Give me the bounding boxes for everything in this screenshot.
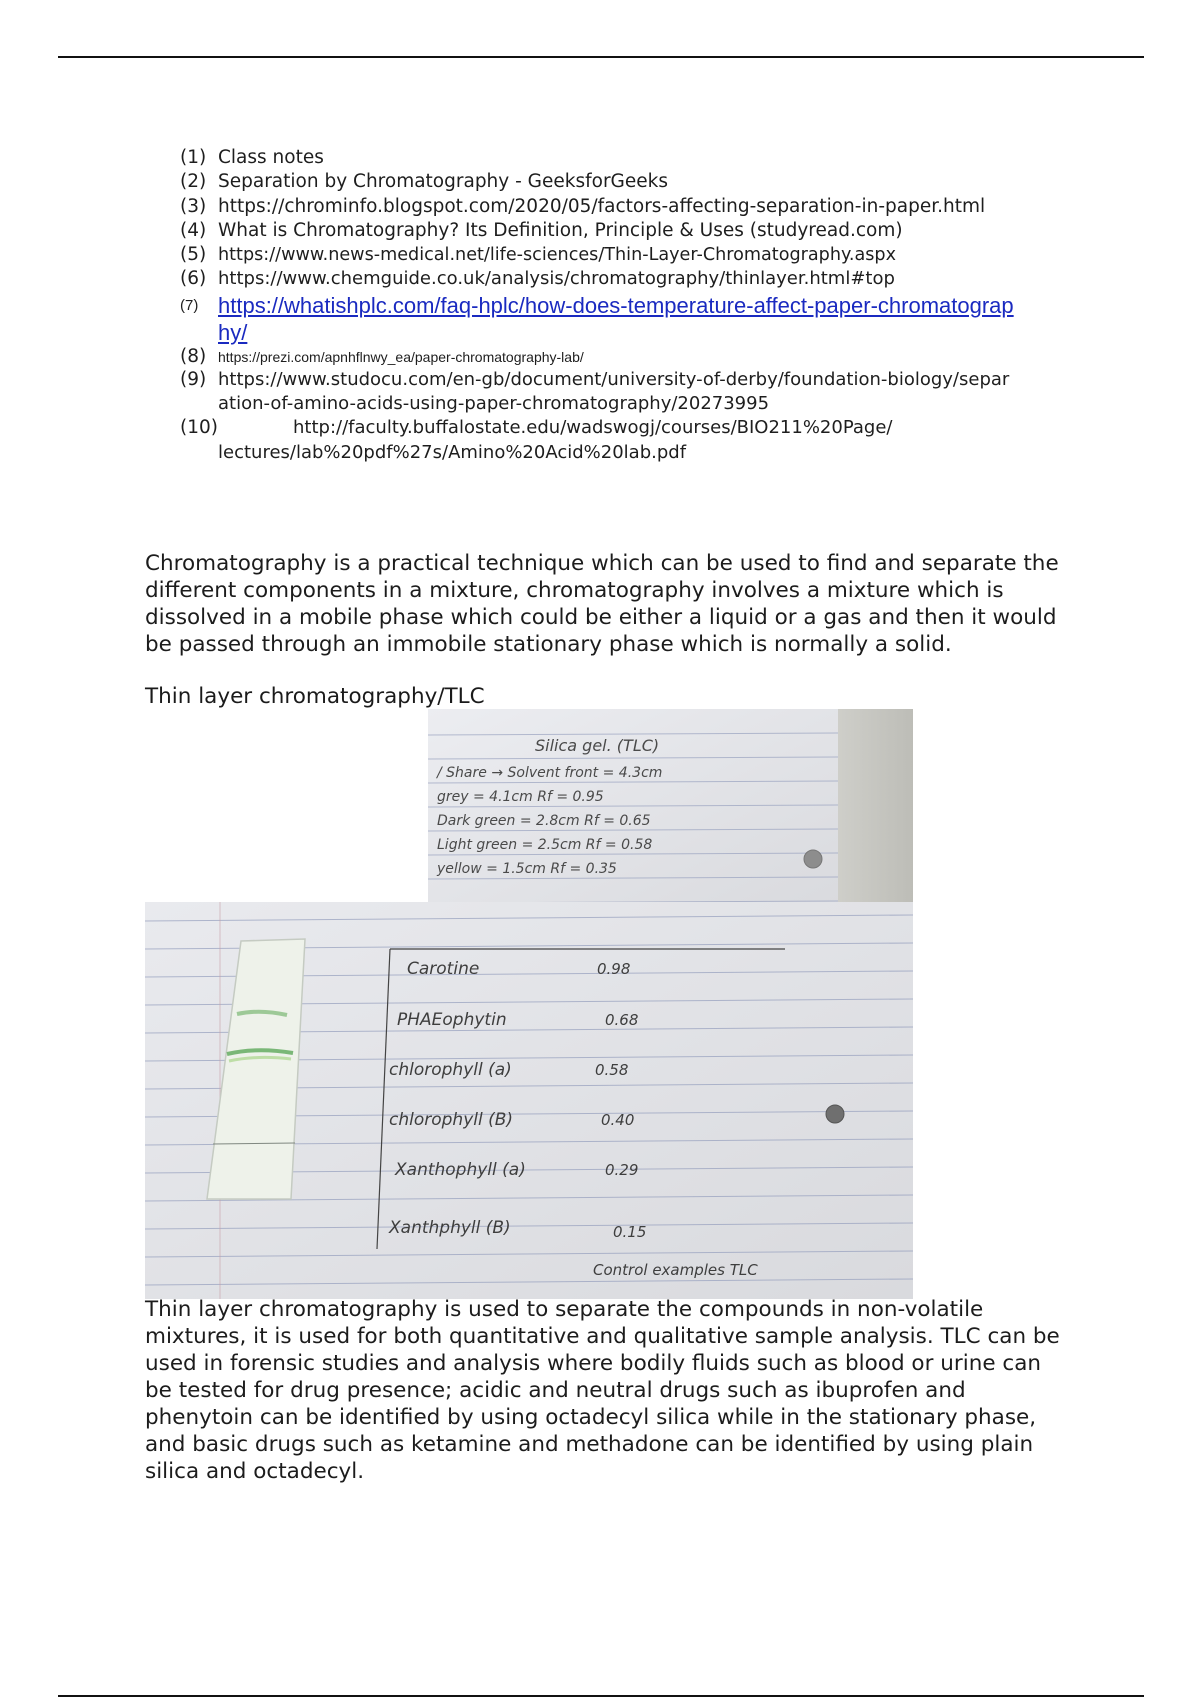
note-line: yellow = 1.5cm Rf = 0.35 [437,861,617,877]
table-row-rf: 0.98 [597,960,631,978]
reference-number: (2) [180,171,207,193]
reference-link[interactable]: https://www.studocu.com/en-gb/document/university-of-derby/foundation-biology/separation-of-amino-acids-using-paper-chromatography/20273995 [218,368,1010,415]
table-row-rf: 0.68 [605,1011,639,1029]
reference-link[interactable]: https://whatishplc.com/faq-hplc/how-does-temperature-affect-paper-chromatography/ [218,292,1014,345]
table-row-name: Xanthophyll (a) [395,1160,526,1180]
photo-caption: Control examples TLC [593,1261,758,1279]
table-row-name: chlorophyll (B) [389,1110,514,1130]
reference-link[interactable]: https://prezi.com/apnhflnwy_ea/paper-chromatography-lab/ [218,348,584,365]
table-row-rf: 0.29 [605,1161,639,1179]
reference-number: (10) [180,417,218,439]
reference-number: (6) [180,268,207,290]
reference-link[interactable]: Separation by Chromatography - GeeksforGeeks [218,171,669,193]
reference-item [180,292,1020,346]
table-row-name: PHAEophytin [397,1010,507,1030]
note-line: Light green = 2.5cm Rf = 0.58 [437,837,653,853]
reference-item [180,267,1020,291]
table-row-name: chlorophyll (a) [389,1060,512,1080]
reference-item [180,346,1020,368]
tlc-paragraph: Thin layer chromatography is used to separate the compounds in non-volatile mixtures, it is used for both quantitative and qualitative sample analysis. TLC can be used in forensic studies and analysis where bodily fluids such as blood or urine can be tested for drug presence; acidic and neutral drugs such as ibuprofen and phenytoin can be identified by using octadecyl silica while in the stationary phase, and basic drugs such as ketamine and methadone can be identified by using plain silica and octadecyl. [145,1297,1060,1484]
reference-number: (1) [180,147,207,168]
reference-item [180,195,1020,219]
reference-link[interactable]: https://www.news-medical.net/life-sciences/Thin-Layer-Chromatography.aspx [218,245,896,266]
reference-text: Class notes [218,147,324,168]
reference-link[interactable] [218,416,1020,465]
reference-link-line1: http://faculty.buffalostate.edu/wadswogj/courses/BIO211%20Page/ [293,417,893,439]
section-heading: Thin layer chromatography/TLC [145,684,485,709]
reference-item [180,243,1020,267]
reference-link[interactable]: What is Chromatography? Its Definition, Principle & Uses (studyread.com) [218,219,903,241]
reference-item [180,416,1020,465]
reference-item [180,170,1020,194]
reference-number: (5) [180,244,207,266]
table-row-rf: 0.40 [601,1111,635,1129]
reference-item [180,368,1020,417]
reference-number: (8) [180,345,207,367]
note-title: Silica gel. (TLC) [535,736,660,755]
reference-item [180,219,1020,243]
intro-paragraph: Chromatography is a practical technique which can be used to find and separate the different components in a mixture, chromatography involves a mixture which is dissolved in a mobile phase which could be either a liquid or a gas and then it would be passed through an immobile stationary phase which is normally a solid. [145,551,1059,657]
header-rule [58,56,1144,58]
reference-number: (3) [180,195,207,217]
tlc-photo [145,709,913,1299]
reference-number: (4) [180,219,207,241]
reference-link[interactable]: https://www.chemguide.co.uk/analysis/chromatography/thinlayer.html#top [218,268,895,290]
note-line: grey = 4.1cm Rf = 0.95 [437,789,604,805]
footer-rule [58,1695,1144,1697]
table-row-rf: 0.58 [595,1061,629,1079]
reference-number: (9) [180,368,207,390]
reference-link[interactable]: https://chrominfo.blogspot.com/2020/05/factors-affecting-separation-in-paper.html [218,195,986,217]
note-line: Dark green = 2.8cm Rf = 0.65 [437,813,651,829]
reference-link-line2: lectures/lab%20pdf%27s/Amino%20Acid%20lab.pdf [218,441,687,463]
table-row-name: Xanthphyll (B) [389,1218,511,1238]
tlc-photo-svg [145,709,913,1299]
reference-list [180,146,1020,465]
reference-item [180,146,1020,170]
note-line: / Share → Solvent front = 4.3cm [437,765,663,781]
reference-number: (7) [180,296,199,314]
table-row-rf: 0.15 [613,1223,647,1241]
table-row-name: Carotine [407,959,480,979]
